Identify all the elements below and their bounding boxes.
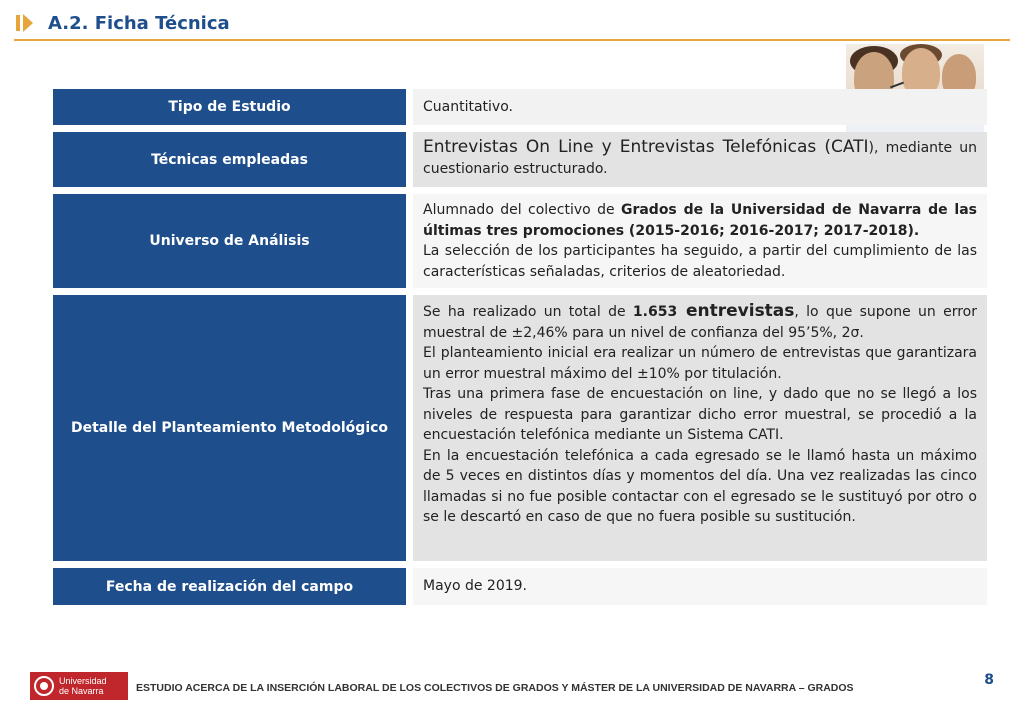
seal-icon <box>34 676 54 696</box>
row-detalle <box>53 295 987 561</box>
page-number: 8 <box>984 672 994 688</box>
row-label: Detalle del Planteamiento Metodológico <box>53 295 406 561</box>
page-header <box>14 8 230 38</box>
row-value: Mayo de 2019. <box>413 568 987 605</box>
paragraph: La selección de los participantes ha seguido, a partir del cumplimiento de las características señaladas, criterios de aleatoriedad. <box>423 243 977 280</box>
row-universo <box>53 194 987 288</box>
row-value <box>413 194 987 288</box>
paragraph: Se ha realizado un total de 1.653 entrevistas, lo que supone un error muestral de ±2,46% para un nivel de confianza del 95’5%, 2σ. <box>423 301 977 341</box>
row-label: Universo de Análisis <box>53 194 406 288</box>
paragraph: Alumnado del colectivo de Grados de la Universidad de Navarra de las últimas tres promociones (2015-2016; 2016-2017; 2017-2018). <box>423 202 977 239</box>
row-tipo-estudio <box>53 89 987 125</box>
row-label: Tipo de Estudio <box>53 89 406 125</box>
row-value <box>413 295 987 561</box>
row-label: Técnicas empleadas <box>53 132 406 187</box>
row-label: Fecha de realización del campo <box>53 568 406 605</box>
university-logo: Universidad de Navarra <box>30 672 128 700</box>
row-value: Entrevistas On Line y Entrevistas Telefónicas (CATI), mediante un cuestionario estructurado. <box>413 132 987 187</box>
row-fecha <box>53 568 987 605</box>
paragraph: En la encuestación telefónica a cada egresado se le llamó hasta un máximo de 5 veces en distintos días y momentos del día. Una vez realizadas las cinco llamadas si no fue posible contactar con el egresado se le sustituyó por otro o se le descartó en caso de que no fuera posible su sustitución. <box>423 447 977 525</box>
page-title: A.2. Ficha Técnica <box>48 12 230 34</box>
row-value: Cuantitativo. <box>413 89 987 125</box>
header-divider <box>14 39 1010 41</box>
footer-text: ESTUDIO ACERCA DE LA INSERCIÓN LABORAL DE LOS COLECTIVOS DE GRADOS Y MÁSTER DE LA UNIVERSIDAD DE NAVARRA – GRADOS <box>136 682 854 694</box>
paragraph: Tras una primera fase de encuestación on line, y dado que no se llegó a los niveles de respuesta para garantizar dicho error muestral, se procedió a la encuestación telefónica mediante un Sistema CATI. <box>423 386 977 443</box>
paragraph: El planteamiento inicial era realizar un número de entrevistas que garantizara un error muestral máximo del ±10% por titulación. <box>423 345 977 382</box>
chevron-right-icon <box>14 11 38 35</box>
page-footer <box>30 672 994 702</box>
row-tecnicas <box>53 132 987 187</box>
